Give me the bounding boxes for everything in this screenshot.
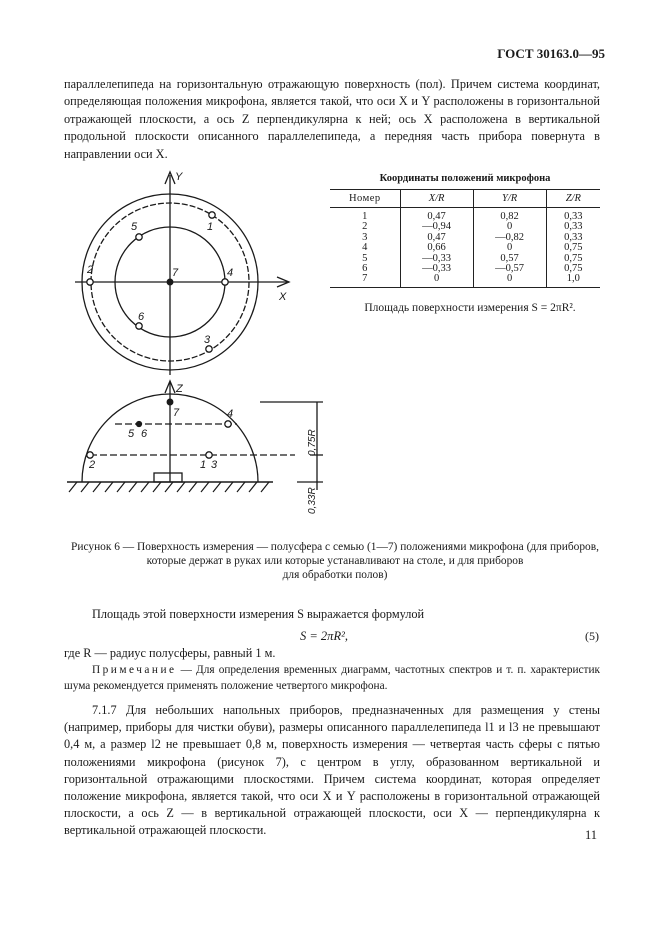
cell: 2 <box>362 221 368 233</box>
side-label-4: 4 <box>227 408 234 420</box>
cell: 0,57 <box>473 254 546 264</box>
dim-075-label: 0,75R <box>307 429 318 456</box>
cell: 0,47 <box>400 233 473 243</box>
cell: 0 <box>400 274 473 287</box>
table-header-row <box>330 190 600 208</box>
figure-6-drawing <box>55 160 345 530</box>
formula-intro: Площадь этой поверхности измерения S выражается формулой <box>92 607 425 621</box>
point-7-top <box>167 279 173 285</box>
formula-number: (5) <box>585 629 599 643</box>
cell: 0,82 <box>473 208 546 223</box>
cell: 0,33 <box>546 208 600 223</box>
dim-033-label: 0,33R <box>307 487 318 514</box>
point-6-top <box>136 323 142 329</box>
figure-caption <box>70 540 600 582</box>
cell: 1,0 <box>546 274 600 287</box>
table-title: Координаты положений микрофона <box>379 173 551 184</box>
axis-z-label: Z <box>176 383 183 395</box>
cell: 4 <box>362 242 368 254</box>
cell: 3 <box>362 231 368 243</box>
point-13-side <box>206 452 212 458</box>
point-2-side <box>87 452 93 458</box>
cell: 5 <box>362 252 368 264</box>
where-text: где R — радиус полусферы, равный 1 м. <box>64 646 276 660</box>
table-row <box>330 208 600 223</box>
header-x: X/R <box>400 190 473 208</box>
table-row <box>330 254 600 264</box>
cell: 0,33 <box>546 222 600 232</box>
header-y: Y/R <box>473 190 546 208</box>
cell: 0,75 <box>546 264 600 274</box>
standard-header: ГОСТ 30163.0—95 <box>497 46 605 61</box>
top-label-3: 3 <box>204 334 211 346</box>
caption-line-2: которые держат в руках или которые устанавливают на столе, и для приборов <box>146 555 524 567</box>
top-label-2: 2 <box>87 264 94 276</box>
note-block <box>64 663 600 694</box>
table-row <box>330 264 600 274</box>
axis-y-label: Y <box>175 171 183 183</box>
cell: 0 <box>473 222 546 232</box>
cell: 0,75 <box>546 243 600 253</box>
cell: —0,33 <box>400 264 473 274</box>
cell: —0,33 <box>400 254 473 264</box>
axis-x-label: X <box>279 291 287 303</box>
cell: —0,82 <box>473 233 546 243</box>
cell: 0 <box>473 274 546 287</box>
coordinates-table <box>330 189 600 288</box>
table-row <box>330 243 600 253</box>
point-4-top <box>222 279 228 285</box>
side-label-3: 3 <box>211 459 218 471</box>
area-note: Площадь поверхности измерения S = 2πR². <box>364 302 576 314</box>
side-label-2: 2 <box>89 459 96 471</box>
cell: 0 <box>473 243 546 253</box>
caption-line-1: Рисунок 6 — Поверхность измерения — полусфера с семью (1—7) положениями микрофона (для приборов, <box>71 541 599 553</box>
top-label-7: 7 <box>172 267 179 279</box>
table-row <box>330 274 600 287</box>
device-box <box>154 473 182 482</box>
cell: 0,66 <box>400 243 473 253</box>
formula: S = 2πR², <box>300 629 348 643</box>
top-label-4: 4 <box>227 267 234 279</box>
header-number: Номер <box>330 190 400 208</box>
point-7-side <box>167 399 173 405</box>
cell: 6 <box>362 263 368 275</box>
cell: 0,33 <box>546 233 600 243</box>
intro-paragraph: параллелепипеда на горизонтальную отражающую поверхность (пол). Причем система координат, определяющая положения микрофона, является такой, что оси X и Y расположены в горизонтальной отражающей плоскости, а ось Z перпендикулярна к ней; ось X расположена в вертикальной продольной плоскости описанного параллелепипеда, а передняя часть прибора повернута в направлении оси X. <box>64 77 600 161</box>
note-text: — Для определения временных диаграмм, частотных спектров и т. п. характеристик шума рекомендуется применять положение четвертого микрофона. <box>64 664 600 692</box>
point-4-side <box>225 421 231 427</box>
side-label-7: 7 <box>173 407 180 419</box>
top-label-1: 1 <box>207 221 214 233</box>
top-label-5: 5 <box>131 221 138 233</box>
floor-hatching <box>69 482 269 492</box>
header-z: Z/R <box>546 190 600 208</box>
cell: —0,94 <box>400 222 473 232</box>
point-1-top <box>209 212 215 218</box>
cell: 0,47 <box>400 208 473 223</box>
point-3-top <box>206 346 212 352</box>
cell: 1 <box>362 211 368 222</box>
section-7-1-7: 7.1.7 Для небольших напольных приборов, предназначенных для размещения у стены (например, приборы для чистки обуви), размеры описанного параллелепипеда l1 и l3 не превышают 0,4 м, а размер l2 не превышает 0,8 м, поверхность измерения — четвертая часть сферы с пятью положениями микрофона (рисунок 7), с центром в углу, образованном вертикальной и горизонтальной отражающими плоскостями. Причем система координат, которая определяет положение микрофона, является такой, что оси X и Y расположены в горизонтальной отражающей плоскости, а ось Z — в вертикальной отражающей плоскости, оси X — перпендикулярна к вертикальной отражающей плоскости. <box>64 703 600 838</box>
side-label-5: 5 <box>128 428 135 440</box>
side-label-1: 1 <box>200 459 207 471</box>
note-label: Примечание <box>92 664 177 676</box>
point-56-side <box>137 422 142 427</box>
cell: —0,57 <box>473 264 546 274</box>
cell: 7 <box>330 274 400 287</box>
cell: 0,75 <box>546 254 600 264</box>
point-2-top <box>87 279 93 285</box>
side-label-6: 6 <box>141 428 148 440</box>
point-5-top <box>136 234 142 240</box>
page-number: 11 <box>584 828 597 842</box>
top-label-6: 6 <box>138 311 145 323</box>
caption-line-3: для обработки полов) <box>282 569 388 581</box>
table-row <box>330 233 600 243</box>
table-row <box>330 222 600 232</box>
